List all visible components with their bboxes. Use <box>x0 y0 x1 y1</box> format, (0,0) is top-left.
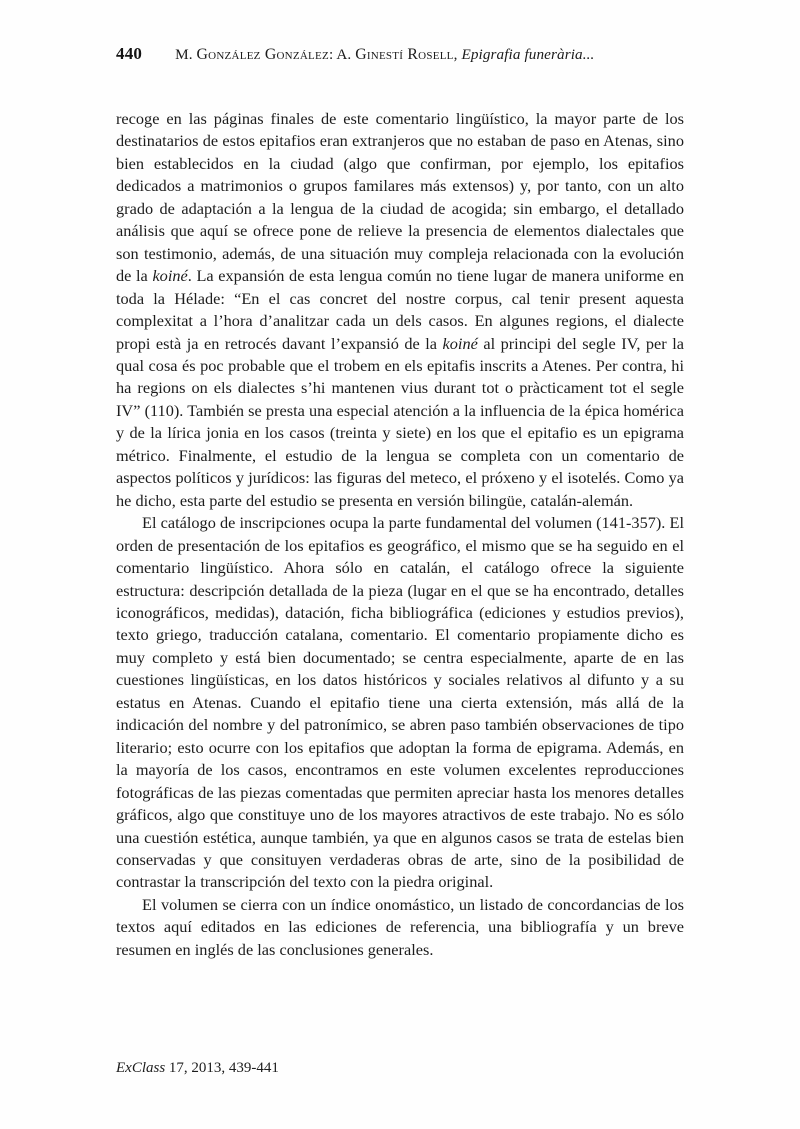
italic-term: koiné <box>152 266 188 286</box>
italic-term: koiné <box>442 333 478 353</box>
running-head-author-surname: González González <box>196 46 329 63</box>
paragraph <box>116 108 684 512</box>
paragraph <box>116 894 684 961</box>
running-head-reviewed-author: Ginestí Rosell <box>355 46 454 63</box>
page-number: 440 <box>116 44 143 63</box>
running-head-separator: : A. <box>328 46 356 63</box>
footer-citation <box>116 1060 279 1077</box>
text-run: . La expansión de esta lengua común no tiene lugar de manera uniforme en toda la Hélade: “En el cas concret del nostre corpus, cal tenir present aquesta complexitat a l’hora d’analitzar cada un dels casos. En algunes regions, el dialecte propi està ja en retrocés davant l’expansió de la <box>116 266 684 353</box>
body-text-column <box>116 108 684 961</box>
text-run: El catálogo de inscripciones ocupa la parte fundamental del volumen (141-357). El orden de presentación de los epitafios es geográfico, el mismo que se ha seguido en el comentario lingüístico. Ahora sólo en catalán, el catálogo ofrece la siguiente estructura: descripción detallada de la pieza (lugar en el que se ha encontrado, detalles iconográficos, medidas), datación, ficha bibliográfica (ediciones y estudios previos), texto griego, traducción catalana, comentario. El comentario propiamente dicho es muy completo y está bien documentado; se centra especialmente, aparte de en las cuestiones lingüísticas, en los datos históricos y sociales relativos al difunto y a su estatus en Atenas. Cuando el epitafio tiene una cierta extensión, más allá de la indicación del nombre y del patronímico, se abren paso también observaciones de tipo literario; esto ocurre con los epitafios que adoptan la forma de epigrama. Además, en la mayoría de los casos, encontramos en este volumen excelentes reproducciones fotográficas de las piezas comentadas que permiten apreciar hasta los menores detalles gráficos, algo que constituye uno de los mayores atractivos de este trabajo. No es sólo una cuestión estética, aunque también, ya que en algunos casos se trata de estelas bien conservadas y que consituyen verdaderas obras de arte, sino de la posibilidad de contrastar la transcripción del texto con la piedra original. <box>116 513 684 892</box>
running-head-comma: , <box>453 46 462 63</box>
journal-name: ExClass <box>116 1060 166 1076</box>
running-head-author-initial: M. <box>175 46 197 63</box>
running-head <box>116 44 684 70</box>
running-head-work-title: Epigrafia funerària... <box>461 46 595 63</box>
text-run: recoge en las páginas finales de este comentario lingüístico, la mayor parte de los destinatarios de estos epitafios eran extranjeros que no estaban de paso en Atenas, sino bien establecidos en la ciudad (algo que confirman, por ejemplo, los epitafios dedicados a matrimonios o grupos familares más extensos) y, por tanto, con un alto grado de adaptación a la lengua de la ciudad de acogida; sin embargo, el detallado análisis que aquí se ofrece pone de relieve la presencia de elementos dialectales que son testimonio, además, de una situación muy compleja relacionada con la evolución de la <box>116 109 684 286</box>
running-head-title <box>175 46 594 64</box>
journal-volume-pages: 17, 2013, 439-441 <box>165 1060 279 1076</box>
text-run: al principi del segle IV, per la qual cosa és poc probable que el trobem en els epitafis inscrits a Atenes. Per contra, hi ha regions on els dialectes s’hi mantenen vius durant tot o pràcticament tot el segle IV” (110). También se presta una especial atención a la influencia de la épica homérica y de la lírica jonia en los casos (treinta y siete) en los que el epitafio es un epigrama métrico. Finalmente, el estudio de la lengua se completa con un comentario de aspectos políticos y jurídicos: las figuras del meteco, el próxeno y el isotelés. Como ya he dicho, esta parte del estudio se presenta en versión bilingüe, catalán-alemán. <box>116 333 684 510</box>
paragraph <box>116 512 684 894</box>
text-run: El volumen se cierra con un índice onomástico, un listado de concordancias de los textos aquí editados en las ediciones de referencia, una bibliografía y un breve resumen en inglés de las conclusiones generales. <box>116 894 684 959</box>
